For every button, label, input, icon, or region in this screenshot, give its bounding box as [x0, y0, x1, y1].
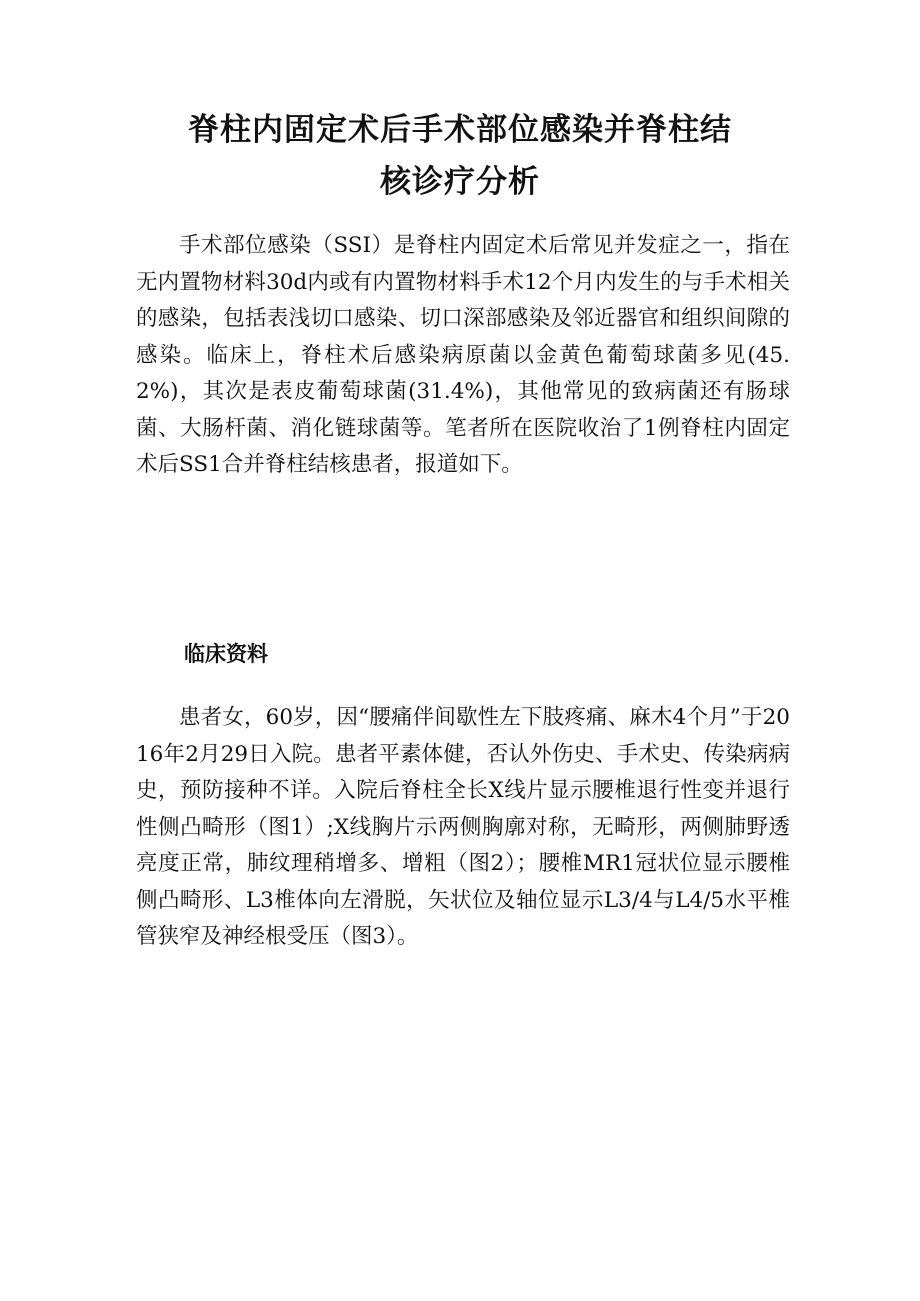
intro-paragraph: 手术部位感染（SSI）是脊柱内固定术后常见并发症之一，指在无内置物材料30d内或有内置物材料手术12个月内发生的与手术相关的感染，包括表浅切口感染、切口深部感染及邻近器官和组织间隙的感染。临床上，脊柱术后感染病原菌以金黄色葡萄球菌多见(45.2%)，其次是表皮葡萄球菌(31.4%)，其他常见的致病菌还有肠球菌、大肠杆菌、消化链球菌等。笔者所在医院收治了1例脊柱内固定术后SS1合并脊柱结核患者，报道如下。 — [136, 233, 790, 477]
document-title-line-1: 脊柱内固定术后手术部位感染并脊柱结 — [188, 112, 732, 148]
case-paragraph: 患者女，60岁，因“腰痛伴间歇性左下肢疼痛、麻木4个月”于2016年2月29日入院。患者平素体健，否认外伤史、手术史、传染病病史，预防接种不详。入院后脊柱全长X线片显示腰椎退行性变并退行性侧凸畸形（图1）;X线胸片示两侧胸廓对称，无畸形，两侧肺野透亮度正常，肺纹理稍增多、增粗（图2）；腰椎MR1冠状位显示腰椎侧凸畸形、L3椎体向左滑脱，矢状位及轴位显示L3/4与L4/5水平椎管狭窄及神经根受压（图3）。 — [136, 705, 790, 949]
document-title-line-2: 核诊疗分析 — [380, 164, 540, 200]
section-heading-clinical-data: 临床资料 — [184, 642, 268, 666]
